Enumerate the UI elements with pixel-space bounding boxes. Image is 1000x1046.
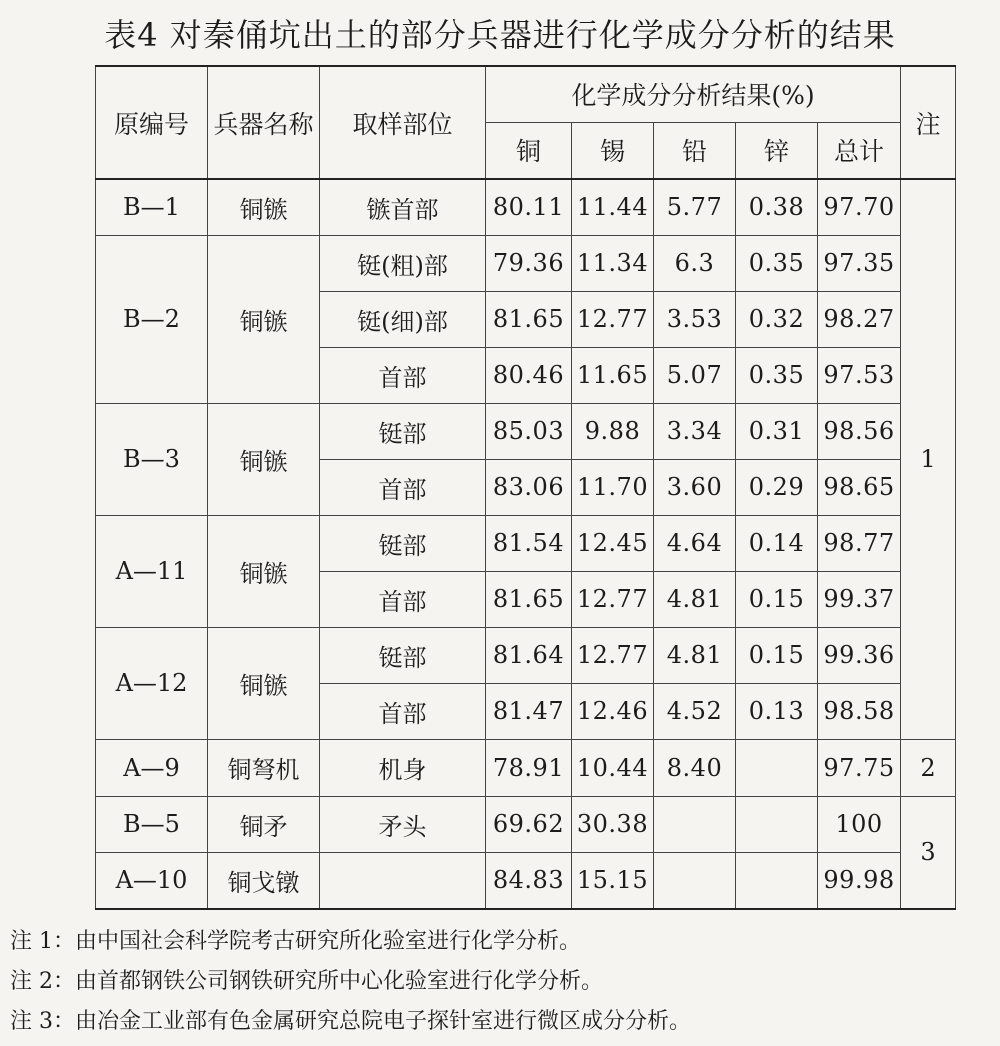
cell-pb — [654, 852, 736, 909]
table-title: 表4 对秦俑坑出土的部分兵器进行化学成分分析的结果 — [104, 16, 896, 54]
cell-zn: 0.15 — [736, 627, 818, 683]
cell-total: 97.53 — [818, 347, 901, 403]
cell-zn: 0.35 — [736, 235, 818, 291]
cell-pb: 6.3 — [654, 235, 736, 291]
cell-pb: 5.07 — [654, 347, 736, 403]
cell-cu: 81.64 — [486, 627, 572, 683]
cell-total: 100 — [818, 796, 901, 852]
header-sn: 锡 — [572, 122, 654, 179]
cell-zn: 0.14 — [736, 515, 818, 571]
cell-cu: 80.46 — [486, 347, 572, 403]
cell-pb: 4.52 — [654, 683, 736, 739]
header-zn: 锌 — [736, 122, 818, 179]
cell-total: 99.98 — [818, 852, 901, 909]
cell-zn: 0.32 — [736, 291, 818, 347]
cell-part: 机身 — [320, 739, 486, 796]
cell-name: 铜镞 — [208, 235, 320, 403]
cell-pb: 3.34 — [654, 403, 736, 459]
cell-cu: 84.83 — [486, 852, 572, 909]
cell-name: 铜镞 — [208, 179, 320, 235]
cell-sn: 11.70 — [572, 459, 654, 515]
cell-total: 98.56 — [818, 403, 901, 459]
cell-name: 铜镞 — [208, 627, 320, 739]
cell-sn: 12.77 — [572, 291, 654, 347]
cell-zn: 0.35 — [736, 347, 818, 403]
cell-sn: 12.46 — [572, 683, 654, 739]
cell-pb: 8.40 — [654, 739, 736, 796]
cell-zn: 0.13 — [736, 683, 818, 739]
footnotes — [10, 922, 990, 1042]
cell-sn: 11.65 — [572, 347, 654, 403]
cell-zn: 0.38 — [736, 179, 818, 235]
header-total: 总计 — [818, 122, 901, 179]
cell-total: 97.70 — [818, 179, 901, 235]
cell-cu: 81.65 — [486, 291, 572, 347]
cell-pb: 4.81 — [654, 627, 736, 683]
cell-total: 98.27 — [818, 291, 901, 347]
cell-total: 98.65 — [818, 459, 901, 515]
note-mark-2: 2 — [901, 739, 956, 796]
cell-pb — [654, 796, 736, 852]
footnote-3: 注 3：由冶金工业部有色金属研究总院电子探针室进行微区成分分析。 — [10, 1009, 691, 1034]
cell-part: 首部 — [320, 683, 486, 739]
cell-cu: 69.62 — [486, 796, 572, 852]
cell-sn: 10.44 — [572, 739, 654, 796]
cell-total: 99.37 — [818, 571, 901, 627]
footnote-2: 注 2：由首都钢铁公司钢铁研究所中心化验室进行化学分析。 — [10, 969, 603, 994]
cell-name: 铜镞 — [208, 403, 320, 515]
cell-cu: 85.03 — [486, 403, 572, 459]
cell-id: B—3 — [96, 403, 208, 515]
cell-zn — [736, 852, 818, 909]
cell-sn: 12.77 — [572, 627, 654, 683]
cell-total: 98.58 — [818, 683, 901, 739]
cell-total: 98.77 — [818, 515, 901, 571]
cell-sn: 12.77 — [572, 571, 654, 627]
cell-zn — [736, 739, 818, 796]
cell-pb: 3.53 — [654, 291, 736, 347]
cell-name: 铜戈镦 — [208, 852, 320, 909]
header-part: 取样部位 — [320, 66, 486, 179]
cell-part — [320, 852, 486, 909]
cell-name: 铜矛 — [208, 796, 320, 852]
header-note: 注 — [901, 66, 956, 179]
cell-id: A—10 — [96, 852, 208, 909]
cell-part: 铤部 — [320, 403, 486, 459]
cell-cu: 81.47 — [486, 683, 572, 739]
cell-sn: 15.15 — [572, 852, 654, 909]
cell-zn: 0.29 — [736, 459, 818, 515]
cell-sn: 11.34 — [572, 235, 654, 291]
cell-name: 铜弩机 — [208, 739, 320, 796]
cell-sn: 9.88 — [572, 403, 654, 459]
cell-zn: 0.15 — [736, 571, 818, 627]
cell-id: A—9 — [96, 739, 208, 796]
cell-id: B—1 — [96, 179, 208, 235]
cell-total: 97.75 — [818, 739, 901, 796]
cell-cu: 83.06 — [486, 459, 572, 515]
header-cu: 铜 — [486, 122, 572, 179]
cell-cu: 78.91 — [486, 739, 572, 796]
cell-name: 铜镞 — [208, 515, 320, 627]
cell-id: B—2 — [96, 235, 208, 403]
cell-id: B—5 — [96, 796, 208, 852]
cell-cu: 81.65 — [486, 571, 572, 627]
footnote-1: 注 1：由中国社会科学院考古研究所化验室进行化学分析。 — [10, 929, 581, 954]
cell-sn: 12.45 — [572, 515, 654, 571]
cell-id: A—11 — [96, 515, 208, 627]
cell-total: 97.35 — [818, 235, 901, 291]
cell-part: 铤部 — [320, 515, 486, 571]
cell-part: 铤(粗)部 — [320, 235, 486, 291]
cell-pb: 3.60 — [654, 459, 736, 515]
header-id: 原编号 — [96, 66, 208, 179]
analysis-table — [95, 65, 956, 910]
note-mark-1: 1 — [901, 179, 956, 739]
cell-pb: 4.64 — [654, 515, 736, 571]
cell-id: A—12 — [96, 627, 208, 739]
cell-part: 首部 — [320, 571, 486, 627]
cell-part: 镞首部 — [320, 179, 486, 235]
cell-cu: 79.36 — [486, 235, 572, 291]
note-mark-3: 3 — [901, 796, 956, 909]
cell-pb: 4.81 — [654, 571, 736, 627]
cell-part: 铤部 — [320, 627, 486, 683]
cell-total: 99.36 — [818, 627, 901, 683]
cell-part: 首部 — [320, 459, 486, 515]
header-name: 兵器名称 — [208, 66, 320, 179]
cell-zn: 0.31 — [736, 403, 818, 459]
cell-zn — [736, 796, 818, 852]
cell-cu: 80.11 — [486, 179, 572, 235]
header-pb: 铅 — [654, 122, 736, 179]
cell-part: 矛头 — [320, 796, 486, 852]
cell-part: 铤(细)部 — [320, 291, 486, 347]
cell-part: 首部 — [320, 347, 486, 403]
cell-cu: 81.54 — [486, 515, 572, 571]
cell-pb: 5.77 — [654, 179, 736, 235]
cell-sn: 30.38 — [572, 796, 654, 852]
header-result: 化学成分分析结果(%) — [486, 66, 901, 122]
cell-sn: 11.44 — [572, 179, 654, 235]
